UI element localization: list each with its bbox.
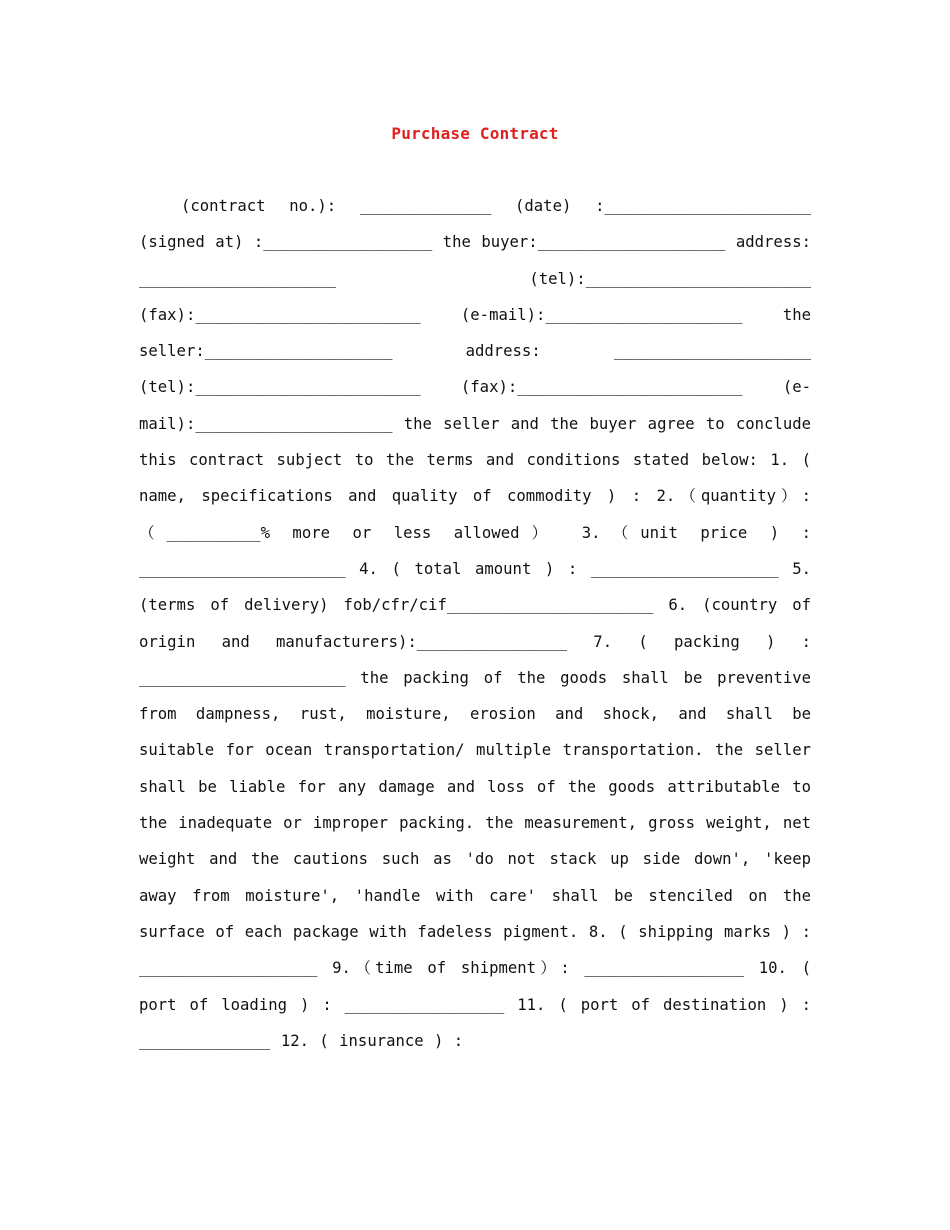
contract-body <box>139 188 811 1059</box>
contract-paragraph: (contract no.): ______________ (date) :______________________ (signed at) :__________________ the buyer:____________________ address: _____________________ (tel):________________________ (fax):________________________ (e-mail):_____________________ the seller:____________________ address: _____________________ (tel):________________________ (fax):________________________ (e-mail):_____________________ the seller and the buyer agree to conclude this contract subject to the terms and conditions stated below: 1. ( name, specifications and quality of commodity ) : 2.（quantity）: （__________% more or less allowed） 3.（unit price ) : ______________________ 4. ( total amount ) : ____________________ 5. (terms of delivery) fob/cfr/cif______________________ 6. (country of origin and manufacturers):________________ 7. ( packing ) : ______________________ the packing of the goods shall be preventive from dampness, rust, moisture, erosion and shock, and shall be suitable for ocean transportation/ multiple transportation. the seller shall be liable for any damage and loss of the goods attributable to the inadequate or improper packing. the measurement, gross weight, net weight and the cautions such as 'do not stack up side down', 'keep away from moisture', 'handle with care' shall be stenciled on the surface of each package with fadeless pigment. 8. ( shipping marks ) : ___________________ 9.（time of shipment）: _________________ 10. ( port of loading ) : _________________ 11. ( port of destination ) : ______________ 12. ( insurance ) : <box>139 197 811 1050</box>
page-title: Purchase Contract <box>391 124 559 143</box>
